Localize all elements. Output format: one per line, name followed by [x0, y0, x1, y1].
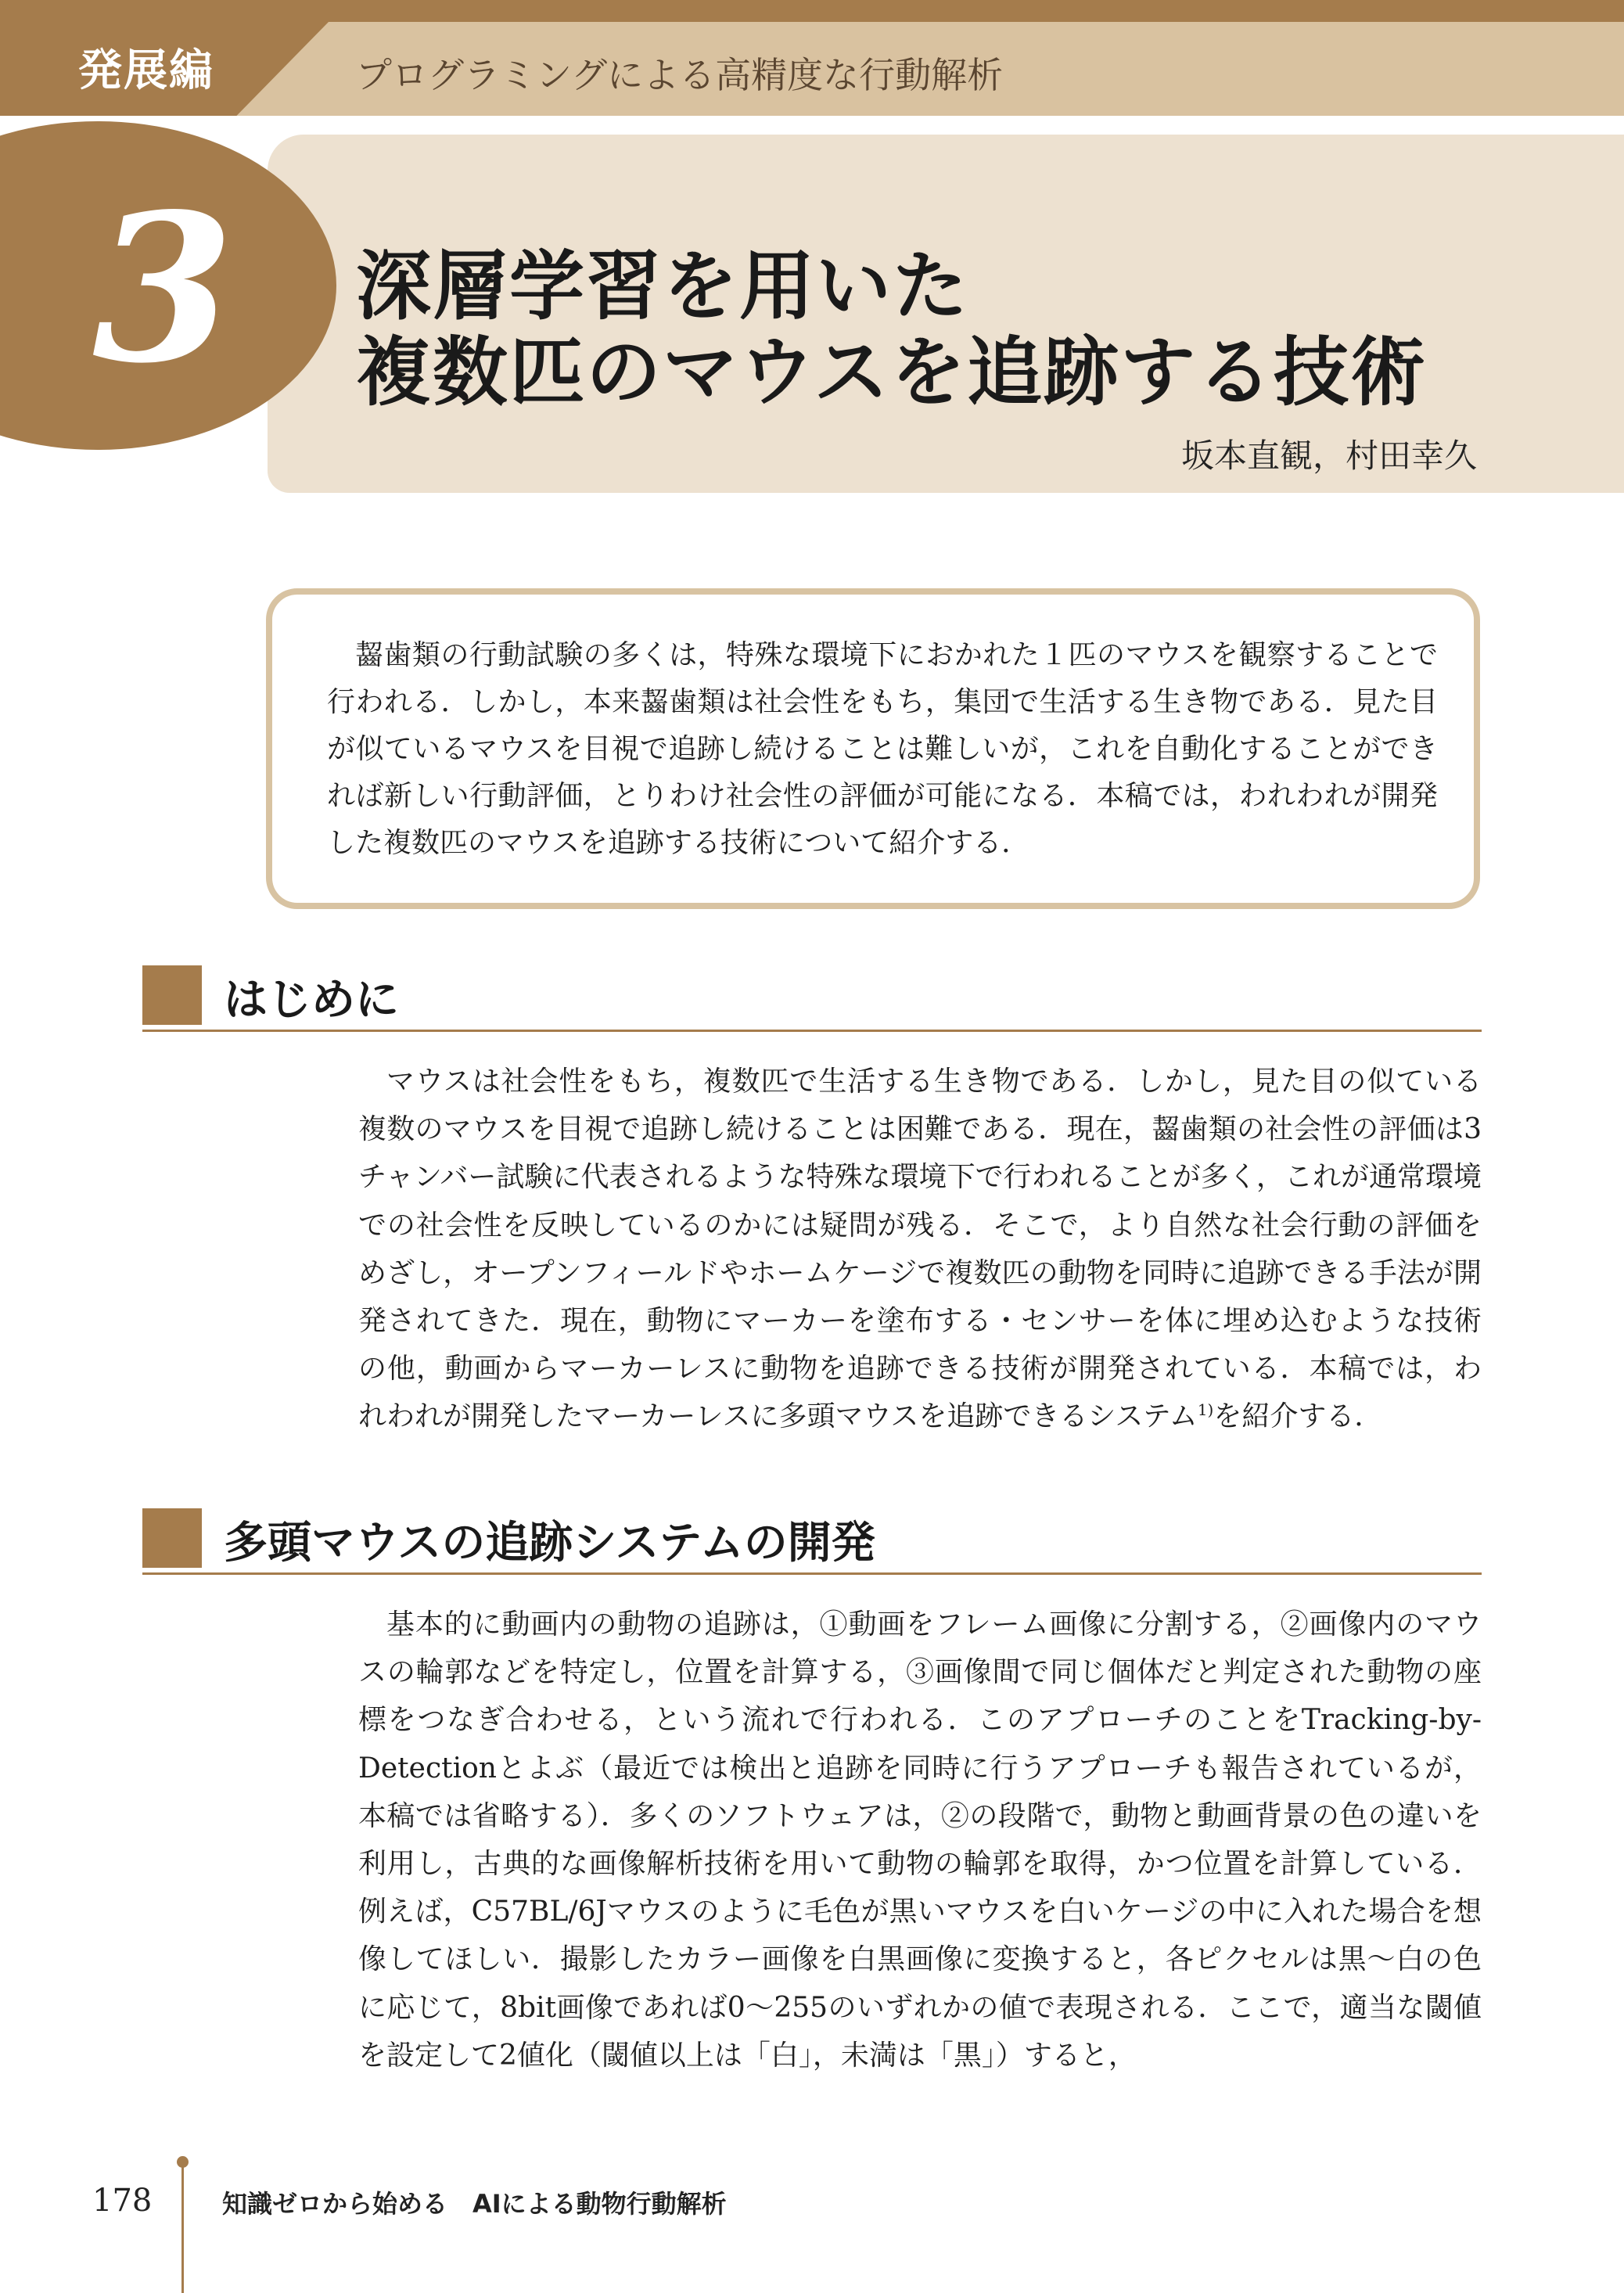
- section-title: はじめに: [224, 975, 399, 1026]
- paragraph-text-end: を紹介する．: [1213, 1400, 1383, 1433]
- section-title: 多頭マウスの追跡システムの開発: [224, 1518, 875, 1569]
- footer-rule: [181, 2161, 184, 2293]
- reference-marker[interactable]: 1): [1197, 1400, 1214, 1420]
- page-number: 178: [92, 2183, 153, 2219]
- chapter-title-line-1: 深層学習を用いた: [356, 243, 969, 330]
- abstract-box: [266, 588, 1480, 909]
- chapter-number: 3: [92, 170, 234, 408]
- section-marker: [142, 965, 202, 1025]
- section-heading-introduction: [142, 961, 1482, 1032]
- series-label: 発展編: [78, 45, 214, 96]
- paragraph-text: マウスは社会性をもち，複数匹で生活する生き物である．しかし，見た目の似ている複数のマウスを目視で追跡し続けることは困難である．現在，齧歯類の社会性の評価は3チャンバー試験に代表されるような特殊な環境下で行われることが多く，これが通常環境での社会性を反映しているのかには疑問が残る．そこで，より自然な社会行動の評価をめざし，オープンフィールドやホームケージで複数匹の動物を同時に追跡できる手法が開発されてきた．現在，動物にマーカーを塗布する・センサーを体に埋め込むような技術の他，動画からマーカーレスに動物を追跡できる技術が開発されている．本稿では，われわれが開発したマーカーレスに多頭マウスを追跡できるシステム: [358, 1066, 1482, 1433]
- footer-dot: [177, 2156, 189, 2168]
- authors: 坂本直観，村田幸久: [1180, 437, 1477, 475]
- abstract-text: 齧歯類の行動試験の多くは，特殊な環境下におかれた１匹のマウスを観察することで行われる．しかし，本来齧歯類は社会性をもち，集団で生活する生き物である．見た目が似ているマウスを目視で追跡し続けることは難しいが，これを自動化することができれば新しい行動評価，とりわけ社会性の評価が可能になる．本稿では，われわれが開発した複数匹のマウスを追跡する技術について紹介する．: [327, 639, 1438, 859]
- book-title: 知識ゼロから始める AIによる動物行動解析: [222, 2189, 727, 2219]
- series-subtitle: プログラミングによる高精度な行動解析: [356, 54, 1004, 96]
- section-marker: [142, 1508, 202, 1568]
- header-top-strip: [0, 0, 1624, 22]
- chapter-title-line-2: 複数匹のマウスを追跡する技術: [356, 329, 1428, 416]
- body-paragraph-introduction: [358, 1058, 1482, 1441]
- body-paragraph-tracking-system: 基本的に動画内の動物の追跡は，①動画をフレーム画像に分割する，②画像内のマウスの輪郭などを特定し，位置を計算する，③画像間で同じ個体だと判定された動物の座標をつなぎ合わせる，という流れで行われる．このアプローチのことをTracking-by-Detectionとよぶ（最近では検出と追跡を同時に行うアプローチも報告されているが，本稿では省略する）．多くのソフトウェアは，②の段階で，動物と動画背景の色の違いを利用し，古典的な画像解析技術を用いて動物の輪郭を取得，かつ位置を計算している．例えば，C57BL/6Jマウスのように毛色が黒いマウスを白いケージの中に入れた場合を想像してほしい．撮影したカラー画像を白黒画像に変換すると，各ピクセルは黒〜白の色に応じて，8bit画像であれば0〜255のいずれかの値で表現される．ここで，適当な閾値を設定して2値化（閾値以上は「白」，未満は「黒」）すると，: [358, 1608, 1482, 2072]
- section-heading-tracking-system: [142, 1504, 1482, 1575]
